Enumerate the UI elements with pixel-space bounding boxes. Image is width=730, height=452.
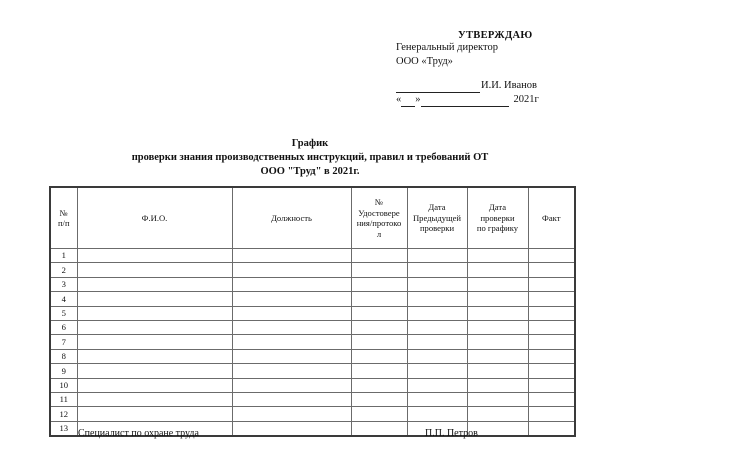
row-cell-fio[interactable] (77, 249, 232, 263)
row-cell-scheduled-date[interactable] (467, 263, 528, 277)
row-cell-previous-date[interactable] (407, 249, 467, 263)
row-cell-scheduled-date[interactable] (467, 349, 528, 363)
table-row (50, 335, 575, 349)
row-cell-fact[interactable] (528, 392, 575, 406)
title-line-3: ООО "Труд" в 2021г. (260, 166, 360, 177)
row-cell-fio[interactable] (77, 306, 232, 320)
approval-block (396, 30, 696, 107)
approval-company-line: ООО «Труд» (396, 55, 453, 67)
row-cell-number[interactable]: 7 (50, 335, 77, 349)
table-row (50, 292, 575, 306)
row-cell-position[interactable] (232, 320, 351, 334)
column-header-scheduled-check-date-line-1: Дата (488, 202, 507, 213)
row-cell-fact[interactable] (528, 292, 575, 306)
row-cell-position[interactable] (232, 292, 351, 306)
column-header-number (50, 187, 77, 249)
table-row (50, 320, 575, 334)
row-cell-fio[interactable] (77, 349, 232, 363)
row-cell-scheduled-date[interactable] (467, 364, 528, 378)
row-cell-scheduled-date[interactable] (467, 277, 528, 291)
row-cell-certificate[interactable] (351, 349, 407, 363)
row-cell-position[interactable] (232, 378, 351, 392)
schedule-table (49, 186, 576, 437)
row-cell-fact[interactable] (528, 320, 575, 334)
row-cell-position[interactable] (232, 392, 351, 406)
table-row (50, 392, 575, 406)
table-body (50, 249, 575, 437)
row-cell-certificate[interactable] (351, 306, 407, 320)
table-header-row (50, 187, 575, 249)
footer-role: Специалист по охране труда (78, 428, 199, 439)
row-cell-scheduled-date[interactable] (467, 392, 528, 406)
column-header-previous-check-date-line-2: Предыдущей (412, 212, 462, 223)
signature-rule (396, 81, 480, 93)
column-header-fact-line-1: Факт (542, 212, 561, 223)
column-header-fact (528, 187, 575, 249)
row-cell-position[interactable] (232, 277, 351, 291)
row-cell-fio[interactable] (77, 277, 232, 291)
table-row (50, 407, 575, 421)
row-cell-fact[interactable] (528, 277, 575, 291)
row-cell-position[interactable] (232, 421, 351, 436)
row-cell-fio[interactable] (77, 364, 232, 378)
table-header (50, 187, 575, 249)
row-cell-number[interactable]: 11 (50, 392, 77, 406)
row-cell-fact[interactable] (528, 306, 575, 320)
date-quote-close: » (415, 94, 421, 105)
row-cell-certificate[interactable] (351, 378, 407, 392)
table-row (50, 263, 575, 277)
page-title (0, 137, 620, 179)
row-cell-position[interactable] (232, 263, 351, 277)
row-cell-position[interactable] (232, 349, 351, 363)
row-cell-previous-date[interactable] (407, 292, 467, 306)
row-cell-scheduled-date[interactable] (467, 407, 528, 421)
column-header-certificate-line-4: л (376, 228, 382, 239)
row-cell-previous-date[interactable] (407, 277, 467, 291)
row-cell-number[interactable]: 13 (50, 421, 77, 436)
approval-spacer (396, 68, 696, 79)
row-cell-scheduled-date[interactable] (467, 378, 528, 392)
row-cell-certificate[interactable] (351, 277, 407, 291)
row-cell-certificate[interactable] (351, 392, 407, 406)
approval-signatory-name: И.И. Иванов (481, 80, 537, 91)
row-cell-number[interactable]: 12 (50, 407, 77, 421)
row-cell-previous-date[interactable] (407, 263, 467, 277)
table-row (50, 277, 575, 291)
row-cell-number[interactable]: 2 (50, 263, 77, 277)
row-cell-position[interactable] (232, 249, 351, 263)
table-row (50, 349, 575, 363)
row-cell-certificate[interactable] (351, 335, 407, 349)
row-cell-scheduled-date[interactable] (467, 249, 528, 263)
table-row (50, 364, 575, 378)
row-cell-previous-date[interactable] (407, 407, 467, 421)
column-header-position (232, 187, 351, 249)
row-cell-number[interactable]: 4 (50, 292, 77, 306)
column-header-certificate-line-2: Удостовере (358, 207, 400, 218)
row-cell-fact[interactable] (528, 421, 575, 436)
row-cell-fio[interactable] (77, 320, 232, 334)
approval-signature-row (396, 79, 696, 93)
row-cell-fact[interactable] (528, 407, 575, 421)
column-header-previous-check-date (407, 187, 467, 249)
date-month-rule (421, 95, 509, 107)
row-cell-fio[interactable] (77, 392, 232, 406)
row-cell-fio[interactable] (77, 292, 232, 306)
row-cell-number[interactable]: 1 (50, 249, 77, 263)
row-cell-certificate[interactable] (351, 421, 407, 436)
row-cell-previous-date[interactable] (407, 378, 467, 392)
approval-date-year: 2021г (513, 94, 539, 105)
column-header-certificate-line-3: ния/протоко (356, 218, 402, 228)
row-cell-previous-date[interactable] (407, 349, 467, 363)
row-cell-fio[interactable] (77, 263, 232, 277)
row-cell-certificate[interactable] (351, 320, 407, 334)
approval-position-line: Генеральный директор (396, 42, 498, 53)
column-header-certificate-line-1: № (374, 197, 384, 207)
column-header-fio-line-1: Ф.И.О. (141, 212, 168, 223)
row-cell-number[interactable]: 5 (50, 306, 77, 320)
title-line-1: График (291, 138, 329, 149)
row-cell-previous-date[interactable] (407, 364, 467, 378)
table-row (50, 306, 575, 320)
table-row (50, 249, 575, 263)
title-line-2: проверки знания производственных инструкций, правил и требований ОТ (131, 152, 489, 163)
footer-name: П.П. Петров (425, 428, 478, 439)
column-header-fio (77, 187, 232, 249)
row-cell-position[interactable] (232, 335, 351, 349)
row-cell-scheduled-date[interactable] (467, 292, 528, 306)
row-cell-fio[interactable] (77, 407, 232, 421)
column-header-scheduled-check-date-line-2: проверки (480, 212, 515, 223)
date-day-rule (401, 95, 415, 107)
table-row (50, 378, 575, 392)
row-cell-scheduled-date[interactable] (467, 335, 528, 349)
row-cell-number[interactable]: 8 (50, 349, 77, 363)
row-cell-certificate[interactable] (351, 407, 407, 421)
row-cell-fact[interactable] (528, 364, 575, 378)
row-cell-fact[interactable] (528, 335, 575, 349)
row-cell-fact[interactable] (528, 378, 575, 392)
row-cell-position[interactable] (232, 306, 351, 320)
row-cell-position[interactable] (232, 364, 351, 378)
row-cell-fact[interactable] (528, 263, 575, 277)
column-header-number-line-2: п/п (57, 218, 70, 228)
column-header-certificate (351, 187, 407, 249)
column-header-previous-check-date-line-1: Дата (428, 202, 446, 213)
row-cell-fio[interactable] (77, 335, 232, 349)
approval-date-row (396, 93, 696, 107)
column-header-number-line-1: № (59, 207, 68, 218)
row-cell-number[interactable]: 6 (50, 320, 77, 334)
row-cell-position[interactable] (232, 407, 351, 421)
row-cell-fio[interactable] (77, 378, 232, 392)
row-cell-fact[interactable] (528, 349, 575, 363)
column-header-scheduled-check-date-line-3: по графику (476, 223, 519, 234)
row-cell-previous-date[interactable] (407, 320, 467, 334)
schedule-table-wrapper (49, 186, 574, 437)
row-cell-scheduled-date[interactable] (467, 306, 528, 320)
row-cell-previous-date[interactable] (407, 392, 467, 406)
row-cell-number[interactable]: 10 (50, 378, 77, 392)
approval-heading: УТВЕРЖДАЮ (458, 30, 533, 41)
column-header-previous-check-date-line-3: проверки (419, 223, 455, 234)
date-quote-open: « (396, 94, 402, 105)
row-cell-number[interactable]: 3 (50, 277, 77, 291)
row-cell-certificate[interactable] (351, 364, 407, 378)
column-header-scheduled-check-date (467, 187, 528, 249)
row-cell-previous-date[interactable] (407, 306, 467, 320)
row-cell-scheduled-date[interactable] (467, 320, 528, 334)
row-cell-certificate[interactable] (351, 292, 407, 306)
row-cell-previous-date[interactable] (407, 335, 467, 349)
row-cell-certificate[interactable] (351, 249, 407, 263)
row-cell-number[interactable]: 9 (50, 364, 77, 378)
row-cell-certificate[interactable] (351, 263, 407, 277)
row-cell-fact[interactable] (528, 249, 575, 263)
column-header-position-line-1: Должность (271, 212, 312, 223)
